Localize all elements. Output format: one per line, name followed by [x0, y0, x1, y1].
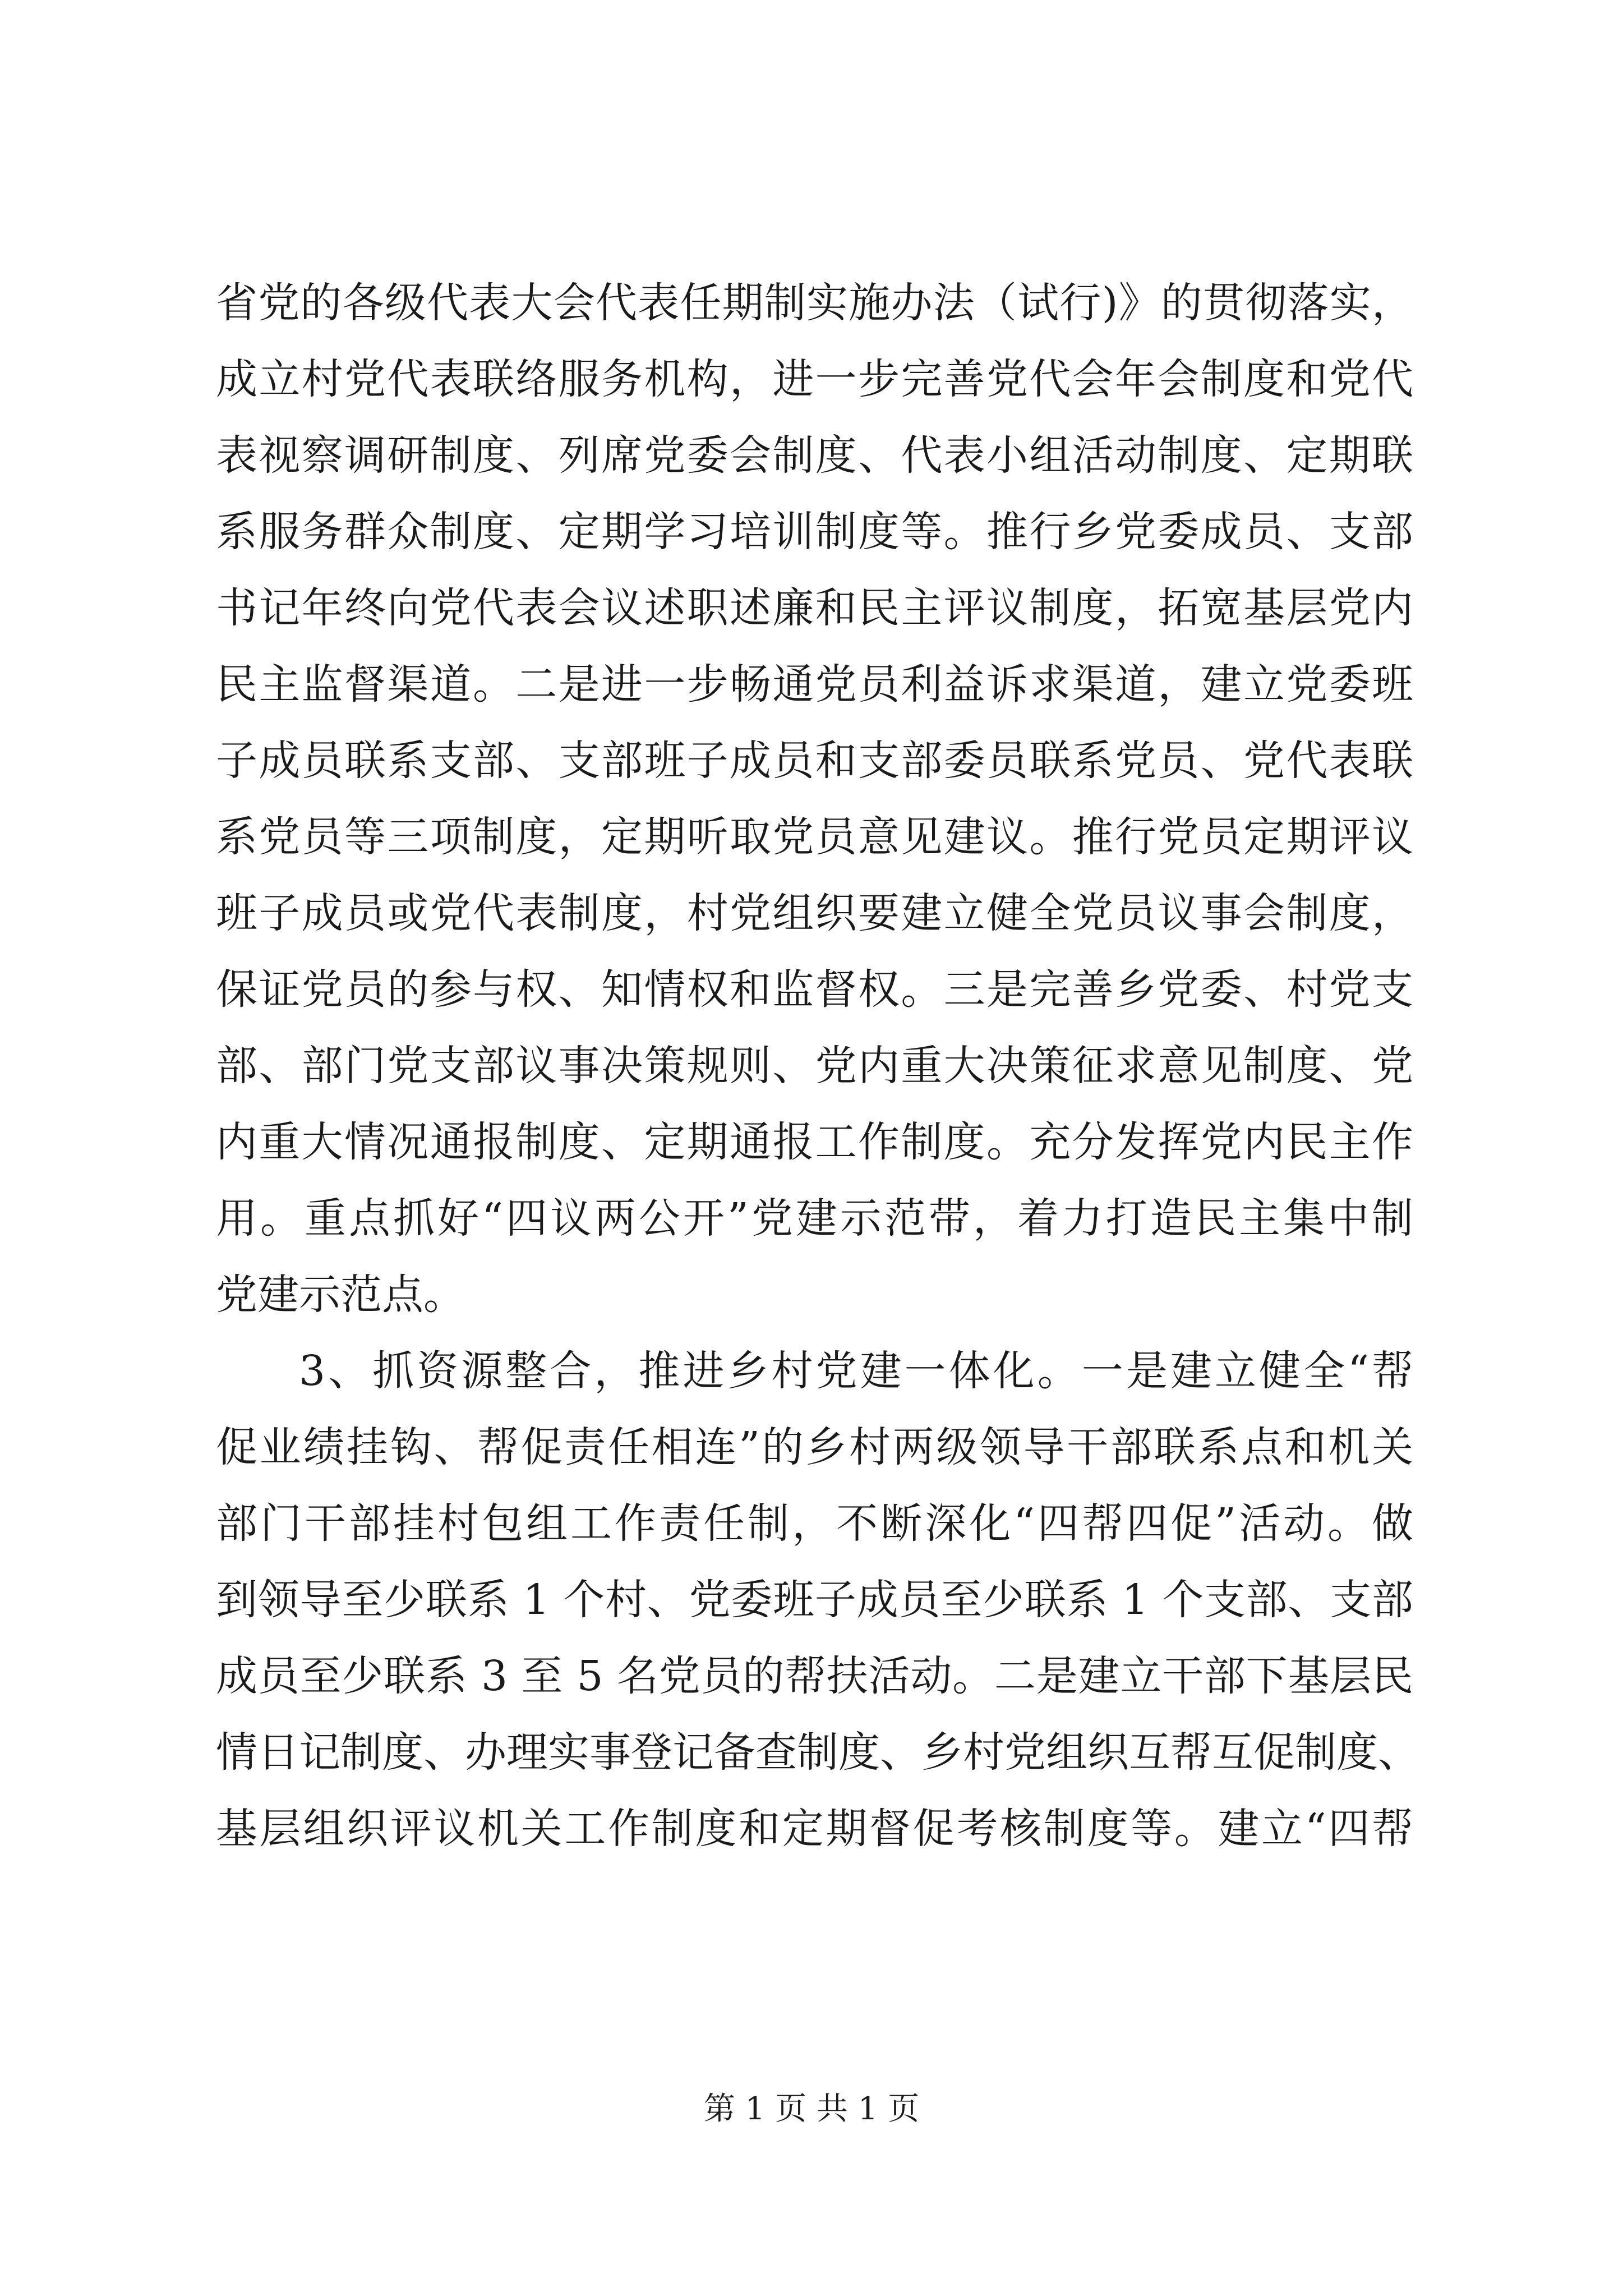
text-line: 子成员联系支部、支部班子成员和支部委员联系党员、党代表联: [216, 737, 1413, 785]
text-line: 部、部门党支部议事决策规则、党内重大决策征求意见制度、党: [216, 1042, 1413, 1090]
text-line: 民主监督渠道。二是进一步畅通党员利益诉求渠道，建立党委班: [216, 660, 1413, 708]
text-line: 用。重点抓好“四议两公开”党建示范带，着力打造民主集中制: [216, 1194, 1413, 1243]
text-line: 系服务群众制度、定期学习培训制度等。推行乡党委成员、支部: [216, 508, 1413, 556]
text-line: 到领导至少联系 1 个村、党委班子成员至少联系 1 个支部、支部: [216, 1576, 1413, 1624]
text-line: 保证党员的参与权、知情权和监督权。三是完善乡党委、村党支: [216, 965, 1413, 1014]
text-line: 班子成员或党代表制度，村党组织要建立健全党员议事会制度，: [216, 889, 1413, 937]
text-line: 成员至少联系 3 至 5 名党员的帮扶活动。二是建立干部下基层民: [216, 1652, 1413, 1700]
text-line: 系党员等三项制度，定期听取党员意见建议。推行党员定期评议: [216, 813, 1413, 861]
text-line: 党建示范点。: [216, 1271, 465, 1319]
page-footer: [0, 2087, 1623, 2132]
document-body: [216, 265, 1419, 1867]
text-line: 表视察调研制度、列席党委会制度、代表小组活动制度、定期联: [216, 431, 1413, 480]
text-line: 基层组织评议机关工作制度和定期督促考核制度等。建立“四帮: [216, 1805, 1413, 1853]
text-line: 内重大情况通报制度、定期通报工作制度。充分发挥党内民主作: [216, 1118, 1413, 1166]
text-line: 促业绩挂钩、帮促责任相连”的乡村两级领导干部联系点和机关: [216, 1423, 1413, 1471]
page-number-label: 第 1 页 共 1 页: [703, 2091, 920, 2127]
text-line: 部门干部挂村包组工作责任制，不断深化“四帮四促”活动。做: [216, 1499, 1413, 1548]
text-line: 3、抓资源整合，推进乡村党建一体化。一是建立健全“帮: [299, 1347, 1413, 1395]
text-line: 情日记制度、办理实事登记备查制度、乡村党组织互帮互促制度、: [216, 1728, 1419, 1777]
text-line: 书记年终向党代表会议述职述廉和民主评议制度，拓宽基层党内: [216, 584, 1413, 632]
text-line: 省党的各级代表大会代表任期制实施办法（试行)》的贯彻落实，: [216, 279, 1413, 327]
text-line: 成立村党代表联络服务机构，进一步完善党代会年会制度和党代: [216, 355, 1413, 403]
